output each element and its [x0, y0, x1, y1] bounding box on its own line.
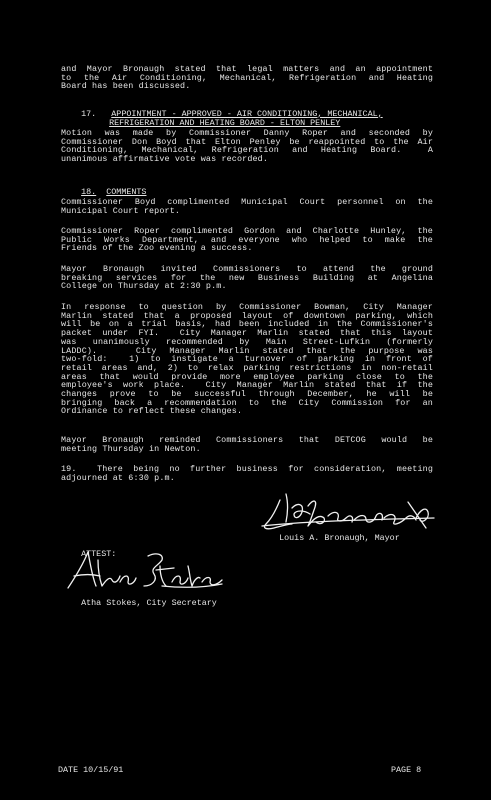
text-line: Friends of the Zoo evening a success. — [61, 243, 253, 254]
secretary-name-line — [61, 590, 217, 616]
mayor-name: Louis A. Bronaugh, Mayor — [279, 532, 400, 543]
text-line: 19. There being no further business for consideration, meeting — [61, 464, 433, 474]
comment-paragraph — [61, 227, 433, 253]
intro-paragraph — [61, 65, 433, 91]
mayor-name-line — [259, 525, 400, 551]
text-line: to the Air Conditioning, Mechanical, Refrigeration and Heating — [61, 72, 433, 83]
comment-paragraph — [61, 436, 433, 453]
date-text: DATE 10/15/91 — [58, 765, 124, 775]
text-line: Marlin stated that a proposed layout of downtown parking, which — [61, 310, 433, 321]
text-line: Board has been discussed. — [61, 81, 191, 92]
text-line: meeting Thursday in Newton. — [61, 443, 201, 454]
item-number: 17. — [81, 108, 97, 119]
item-title: APPOINTMENT - APPROVED - AIR CONDITIONING, MECHANICAL, — [111, 108, 383, 119]
item-17-body — [61, 129, 433, 164]
text-line: two-fold: 1) to instigate a turnover of parking in front of — [61, 354, 433, 365]
text-line: was unanimously recommended by Main Street-Lufkin (formerly — [61, 336, 433, 347]
comment-paragraph — [61, 265, 433, 291]
text-line: Ordinance to reflect these changes. — [61, 406, 243, 417]
attest-text: ATTEST: — [81, 548, 117, 559]
text-line: and Mayor Bronaugh stated that legal matters and an appointment — [61, 64, 433, 74]
text-line: Mayor Bronaugh invited Commissioners to attend the ground — [61, 264, 433, 274]
secretary-name: Atha Stokes, City Secretary — [81, 597, 217, 608]
text-line: Commissioner Don Boyd that Elton Penley be reappointed to the Air — [61, 136, 433, 147]
text-line: Commissioner Boyd complimented Municipal Court personnel on the — [61, 197, 433, 207]
text-line: unanimous affirmative vote was recorded. — [61, 154, 269, 165]
text-line: changes prove to be successful through December, he will be — [61, 389, 433, 400]
text-line: retail areas and, 2) to relax parking restrictions in non-retail — [61, 362, 433, 373]
item-title: COMMENTS — [106, 186, 147, 197]
item-19-paragraph — [61, 465, 433, 482]
text-line: breaking services for the new Business Building at Angelina — [61, 272, 433, 283]
text-line: employee's work place. City Manager Marlin stated that if the — [61, 380, 433, 391]
comment-paragraph — [61, 198, 433, 215]
text-line: Conditioning, Mechanical, Refrigeration and Heating Board. A — [61, 145, 433, 156]
text-line: LADDC). City Manager Marlin stated that the purpose was — [61, 345, 433, 356]
footer-page — [391, 765, 421, 775]
text-line: bringing back a recommendation to the City Commission for an — [61, 397, 433, 408]
text-line: College on Thursday at 2:30 p.m. — [61, 281, 227, 292]
footer-date — [58, 765, 123, 775]
item-title: REFRIGERATION AND HEATING BOARD - ELTON PENLEY — [109, 117, 341, 128]
text-line: Commissioner Roper complimented Gordon and Charlotte Hunley, the — [61, 226, 433, 236]
text-line: adjourned at 6:30 p.m. — [61, 472, 175, 483]
text-line: In response to question by Commissioner Bowman, City Manager — [61, 302, 433, 312]
page-number: PAGE 8 — [391, 765, 422, 775]
text-line: packet under FYI. City Manager Marlin stated that this layout — [61, 328, 433, 339]
text-line: areas that would provide more employee parking close to the — [61, 371, 433, 382]
text-line: Motion was made by Commissioner Danny Roper and seconded by — [61, 128, 433, 138]
item-number: 18. — [81, 186, 97, 197]
text-line: Mayor Bronaugh reminded Commissioners that DETCOG would be — [61, 435, 433, 445]
text-line: Municipal Court report. — [61, 205, 181, 216]
city-secretary-signature-icon — [62, 546, 232, 596]
text-line: will be on a trial basis, had been included in the Commissioner's — [61, 319, 433, 330]
text-line: Public Works Department, and everyone who helped to make the — [61, 234, 433, 245]
comment-paragraph — [61, 303, 433, 416]
